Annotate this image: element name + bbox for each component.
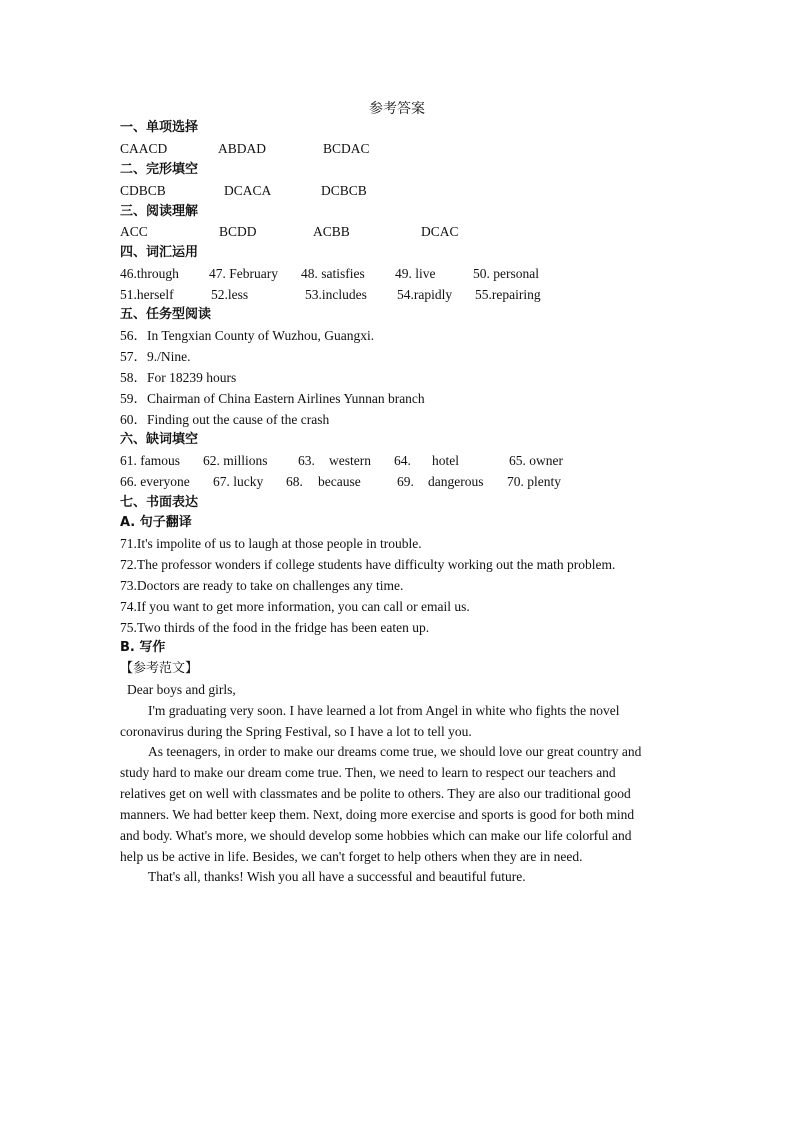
answer-group: ACC — [120, 224, 148, 239]
essay-line: As teenagers, in order to make our dreams come true, we should love our great country and — [148, 744, 642, 759]
cloze-number: 63. — [298, 453, 315, 468]
sample-essay-label: 【参考范文】 — [120, 661, 199, 676]
essay-line: manners. We had better keep them. Next, doing more exercise and sports is good for both mind — [120, 807, 635, 822]
answer-group: BCDD — [219, 224, 257, 239]
answer-group: CDBCB — [120, 183, 166, 198]
cloze-number: 69. — [397, 474, 414, 489]
task-answer: 56．In Tengxian County of Wuzhou, Guangxi. — [120, 328, 375, 343]
vocab-answer: 54.rapidly — [397, 287, 453, 302]
section-4-heading: 四、词汇运用 — [120, 245, 199, 260]
translation-answer: 73.Doctors are ready to take on challenges any time. — [120, 578, 404, 593]
section-2-heading: 二、完形填空 — [120, 162, 199, 177]
essay-line: study hard to make our dream come true. Then, we need to learn to respect our teachers and — [120, 765, 616, 780]
cloze-answer: 65. owner — [509, 453, 563, 468]
essay-greeting: Dear boys and girls, — [127, 682, 236, 697]
vocab-answer: 53.includes — [305, 287, 367, 302]
answer-group: DCACA — [224, 183, 272, 198]
translation-answer: 72.The professor wonders if college students have difficulty working out the math problem. — [120, 557, 616, 572]
section-1-heading: 一、单项选择 — [120, 120, 199, 135]
section-3-heading: 三、阅读理解 — [120, 204, 199, 219]
section-7-heading: 七、书面表达 — [120, 495, 199, 510]
translation-answer: 71.It's impolite of us to laugh at those people in trouble. — [120, 536, 422, 551]
answer-group: BCDAC — [323, 141, 370, 156]
translation-answer: 75.Two thirds of the food in the fridge has been eaten up. — [120, 620, 430, 635]
essay-line: coronavirus during the Spring Festival, so I have a lot to tell you. — [120, 724, 472, 739]
essay-line: I'm graduating very soon. I have learned a lot from Angel in white who fights the novel — [148, 703, 620, 718]
task-answer: 59．Chairman of China Eastern Airlines Yunnan branch — [120, 391, 425, 406]
answer-group: ACBB — [313, 224, 350, 239]
page-title: 参考答案 — [369, 101, 425, 117]
cloze-word: dangerous — [428, 474, 484, 489]
task-answer: 60．Finding out the cause of the crash — [120, 412, 330, 427]
cloze-answer: 67. lucky — [213, 474, 264, 489]
answer-group: CAACD — [120, 141, 168, 156]
vocab-answer: 51.herself — [120, 287, 174, 302]
subsection-b-heading: B. 写作 — [120, 640, 166, 655]
cloze-number: 64. — [394, 453, 411, 468]
vocab-answer: 48. satisfies — [301, 266, 365, 281]
cloze-answer: 70. plenty — [507, 474, 561, 489]
cloze-answer: 61. famous — [120, 453, 180, 468]
vocab-answer: 55.repairing — [475, 287, 541, 302]
task-answer: 58．For 18239 hours — [120, 370, 237, 385]
task-answer: 57．9./Nine. — [120, 349, 191, 364]
essay-line: help us be active in life. Besides, we can't forget to help others when they are in need. — [120, 849, 583, 864]
cloze-word: hotel — [432, 453, 459, 468]
cloze-answer: 62. millions — [203, 453, 268, 468]
translation-answer: 74.If you want to get more information, you can call or email us. — [120, 599, 470, 614]
cloze-answer: 66. everyone — [120, 474, 190, 489]
vocab-answer: 52.less — [211, 287, 249, 302]
cloze-word: western — [329, 453, 371, 468]
vocab-answer: 50. personal — [473, 266, 539, 281]
cloze-number: 68. — [286, 474, 303, 489]
vocab-answer: 47. February — [209, 266, 278, 281]
section-5-heading: 五、任务型阅读 — [120, 307, 212, 322]
subsection-a-heading: A. 句子翻译 — [120, 515, 192, 530]
answer-group: ABDAD — [218, 141, 267, 156]
essay-line: relatives get on well with classmates and be polite to others. They are also our traditional good — [120, 786, 631, 801]
essay-line: That's all, thanks! Wish you all have a successful and beautiful future. — [148, 869, 526, 884]
answer-group: DCBCB — [321, 183, 367, 198]
vocab-answer: 49. live — [395, 266, 436, 281]
cloze-word: because — [318, 474, 361, 489]
section-6-heading: 六、缺词填空 — [120, 432, 199, 447]
vocab-answer: 46.through — [120, 266, 179, 281]
answer-group: DCAC — [421, 224, 459, 239]
essay-line: and body. What's more, we should develop some hobbies which can make our life colorful and — [120, 828, 632, 843]
